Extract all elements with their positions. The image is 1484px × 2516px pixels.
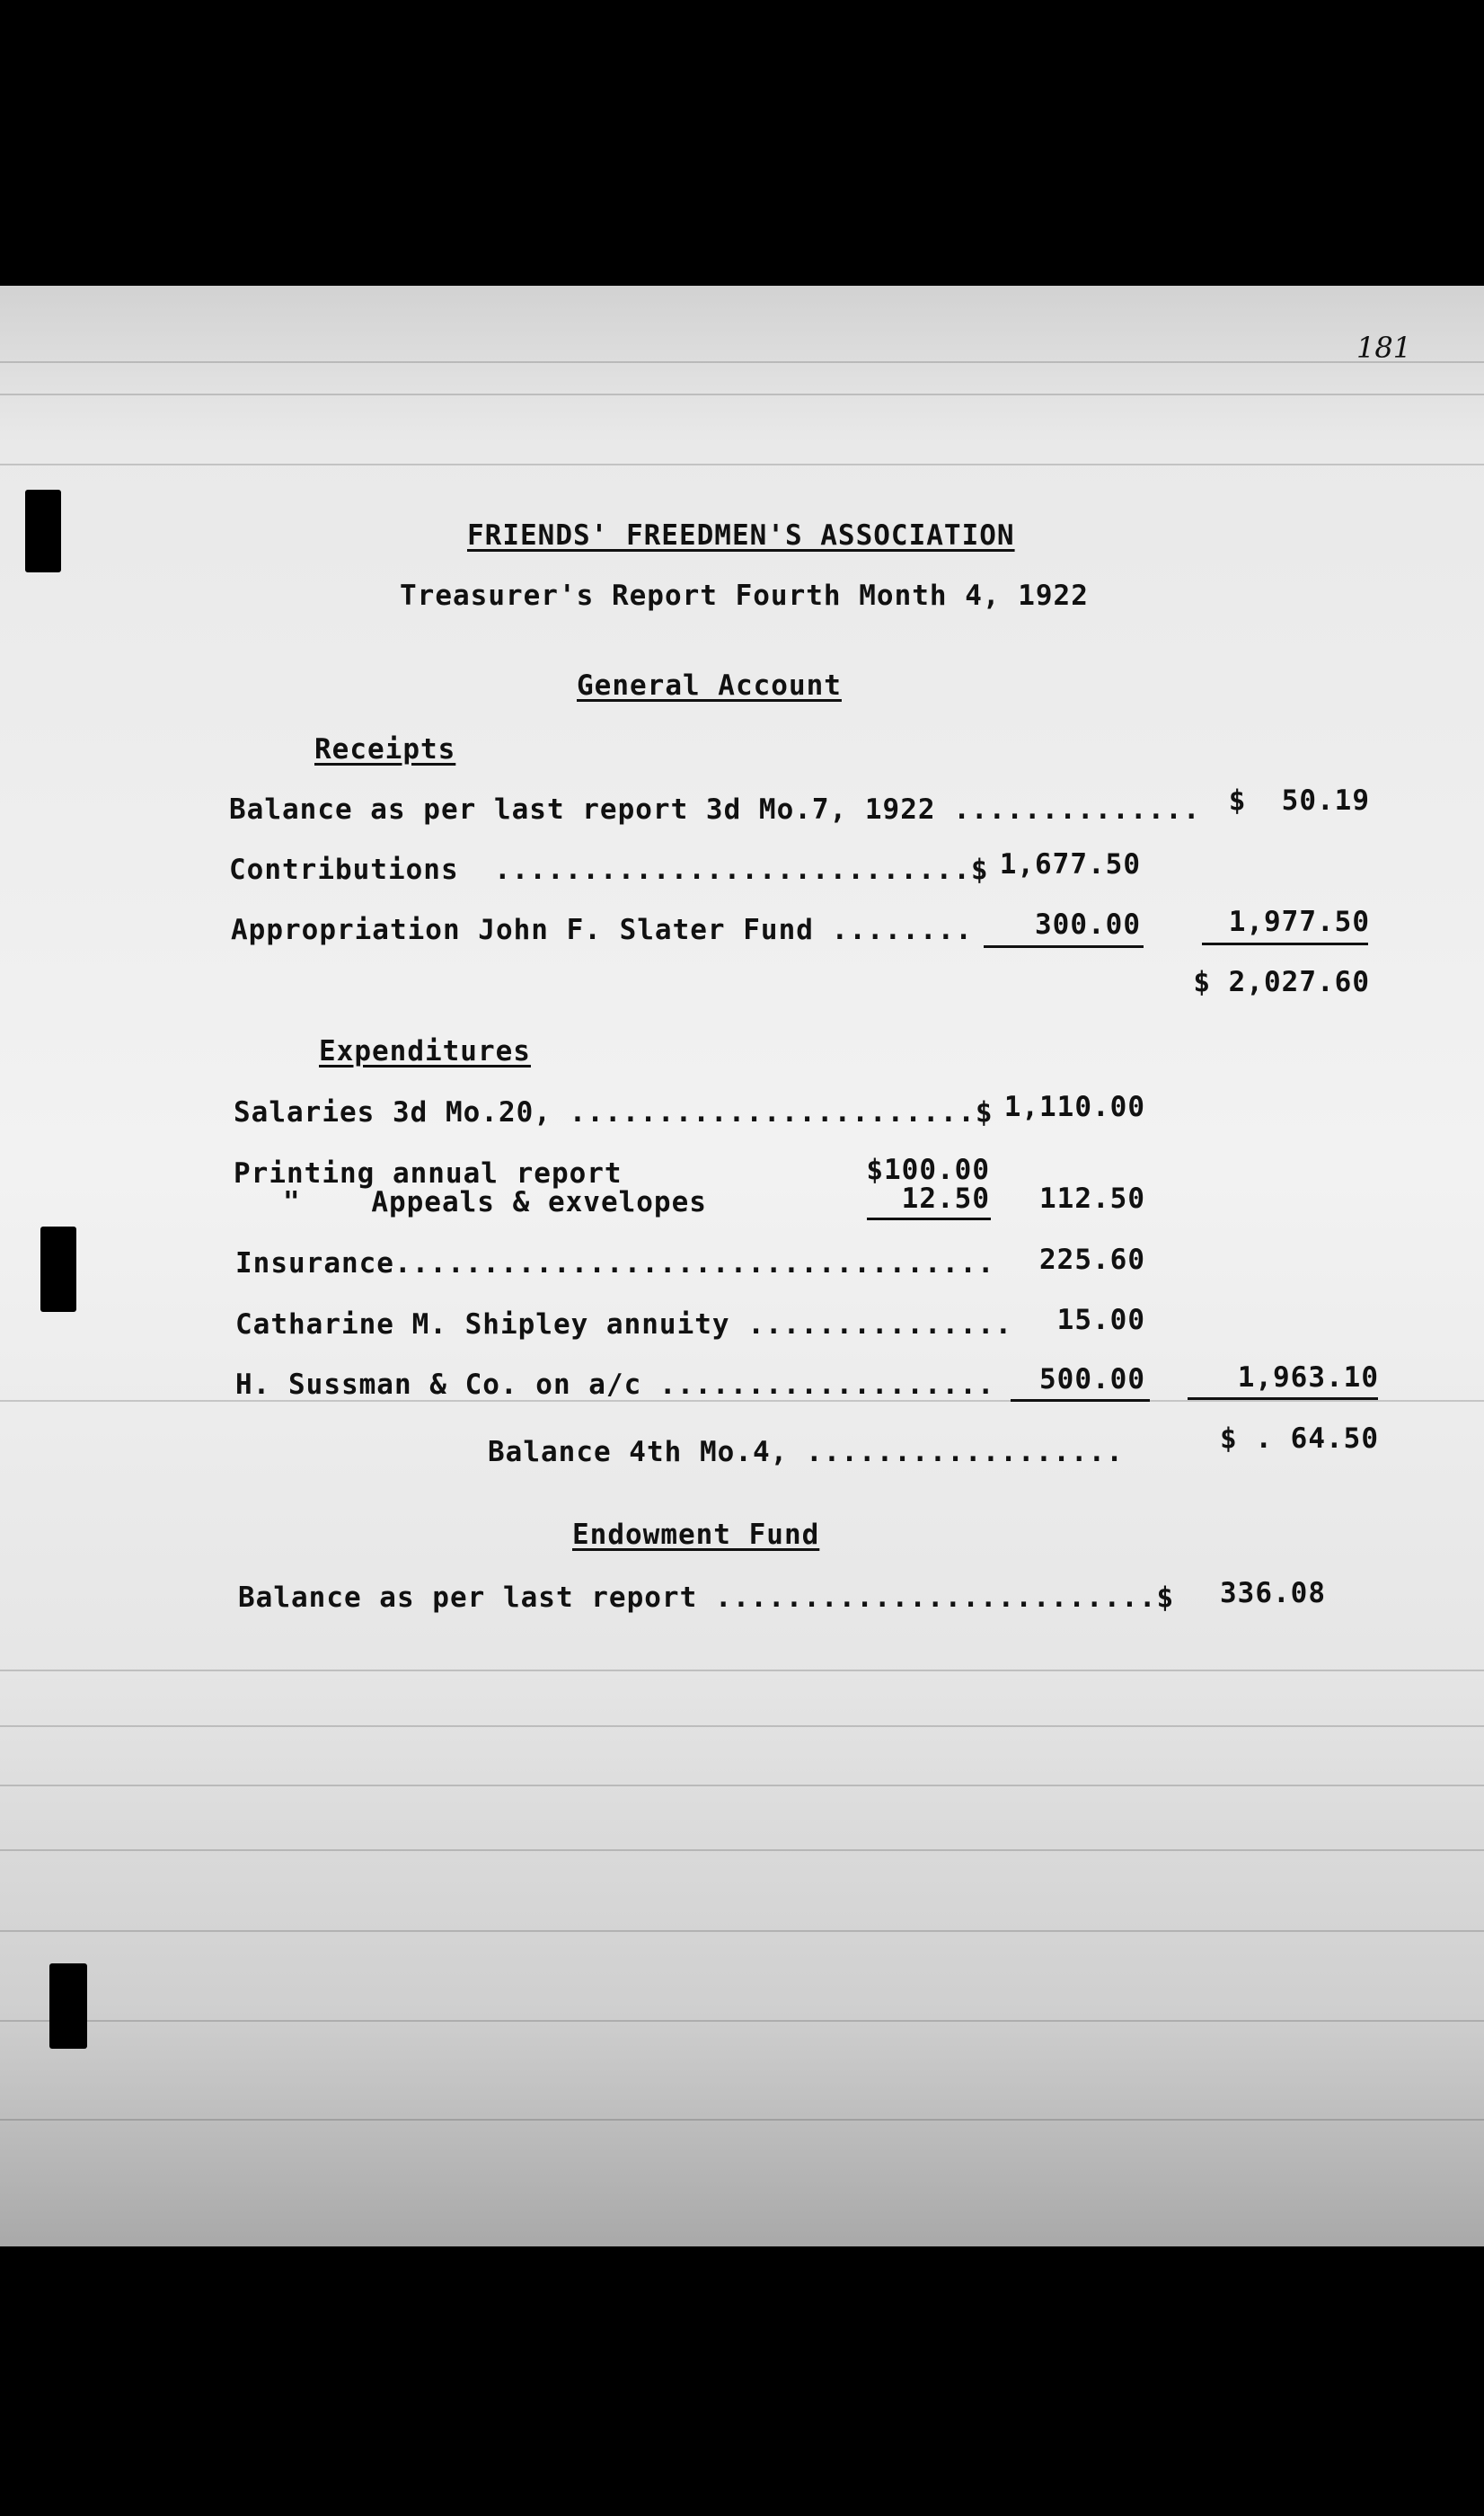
expense-row-mid: 15.00 bbox=[1056, 1304, 1145, 1336]
page-number: 181 bbox=[1356, 331, 1412, 365]
ledger-rule bbox=[0, 2119, 1484, 2121]
expense-row-right: 1,963.10 bbox=[1237, 1361, 1379, 1394]
ledger-rule bbox=[0, 1725, 1484, 1727]
general-account-heading: General Account bbox=[577, 669, 842, 702]
balance-amount: $ . 64.50 bbox=[1220, 1422, 1379, 1455]
expense-row-label: H. Sussman & Co. on a/c ................... bbox=[235, 1369, 995, 1401]
expense-row-label: Insurance.................................. bbox=[235, 1247, 995, 1280]
expense-sub-amount: $100.00 bbox=[866, 1154, 990, 1186]
receipt-row-mid: 1,677.50 bbox=[999, 848, 1141, 881]
receipt-row-right: 1,977.50 bbox=[1228, 906, 1370, 938]
expense-row-mid: 225.60 bbox=[1039, 1244, 1145, 1276]
expense-row-mid: 500.00 bbox=[1039, 1363, 1145, 1395]
document-subtitle: Treasurer's Report Fourth Month 4, 1922 bbox=[400, 580, 1089, 612]
binder-mark bbox=[49, 1963, 87, 2049]
ledger-rule bbox=[0, 2020, 1484, 2022]
ledger-rule bbox=[0, 394, 1484, 395]
receipt-row-label: Contributions ...........................$ bbox=[229, 854, 989, 886]
receipt-row-mid: 300.00 bbox=[1035, 908, 1141, 941]
total-underline bbox=[1202, 943, 1368, 945]
ledger-rule bbox=[0, 1785, 1484, 1786]
subtotal-underline bbox=[1011, 1399, 1150, 1402]
total-underline bbox=[1188, 1397, 1378, 1400]
binder-mark bbox=[25, 490, 61, 572]
expense-row-label: " Appeals & exvelopes bbox=[283, 1186, 707, 1218]
expense-row-label: Catharine M. Shipley annuity ............... bbox=[235, 1308, 1013, 1341]
ledger-rule bbox=[0, 464, 1484, 465]
subtotal-underline bbox=[867, 1218, 991, 1220]
receipts-heading: Receipts bbox=[314, 733, 456, 766]
document-title: FRIENDS' FREEDMEN'S ASSOCIATION bbox=[467, 519, 1015, 552]
receipt-row-right: $ 50.19 bbox=[1228, 784, 1370, 817]
ledger-rule bbox=[0, 1849, 1484, 1851]
expense-row-label: Printing annual report bbox=[234, 1157, 623, 1190]
ledger-rule bbox=[0, 361, 1484, 363]
receipt-row-label: Balance as per last report 3d Mo.7, 1922 .............. bbox=[229, 793, 1201, 826]
expense-row-mid: 112.50 bbox=[1039, 1183, 1145, 1215]
subtotal-underline bbox=[984, 945, 1144, 948]
endowment-row-value: 336.08 bbox=[1220, 1577, 1326, 1609]
expense-row-mid: 1,110.00 bbox=[1003, 1091, 1145, 1123]
receipts-total: $ 2,027.60 bbox=[1193, 966, 1370, 998]
expenditures-heading: Expenditures bbox=[319, 1035, 531, 1068]
ledger-rule bbox=[0, 1930, 1484, 1932]
endowment-row-label: Balance as per last report .........................$ bbox=[238, 1581, 1175, 1614]
ledger-rule bbox=[0, 1670, 1484, 1671]
expense-row-label: Salaries 3d Mo.20, .......................$ bbox=[234, 1096, 994, 1129]
binder-mark bbox=[40, 1227, 76, 1312]
receipt-row-label: Appropriation John F. Slater Fund ........ bbox=[231, 914, 973, 946]
balance-label: Balance 4th Mo.4, .................. bbox=[488, 1436, 1124, 1468]
endowment-heading: Endowment Fund bbox=[572, 1519, 820, 1551]
expense-sub-amount: 12.50 bbox=[901, 1183, 990, 1215]
